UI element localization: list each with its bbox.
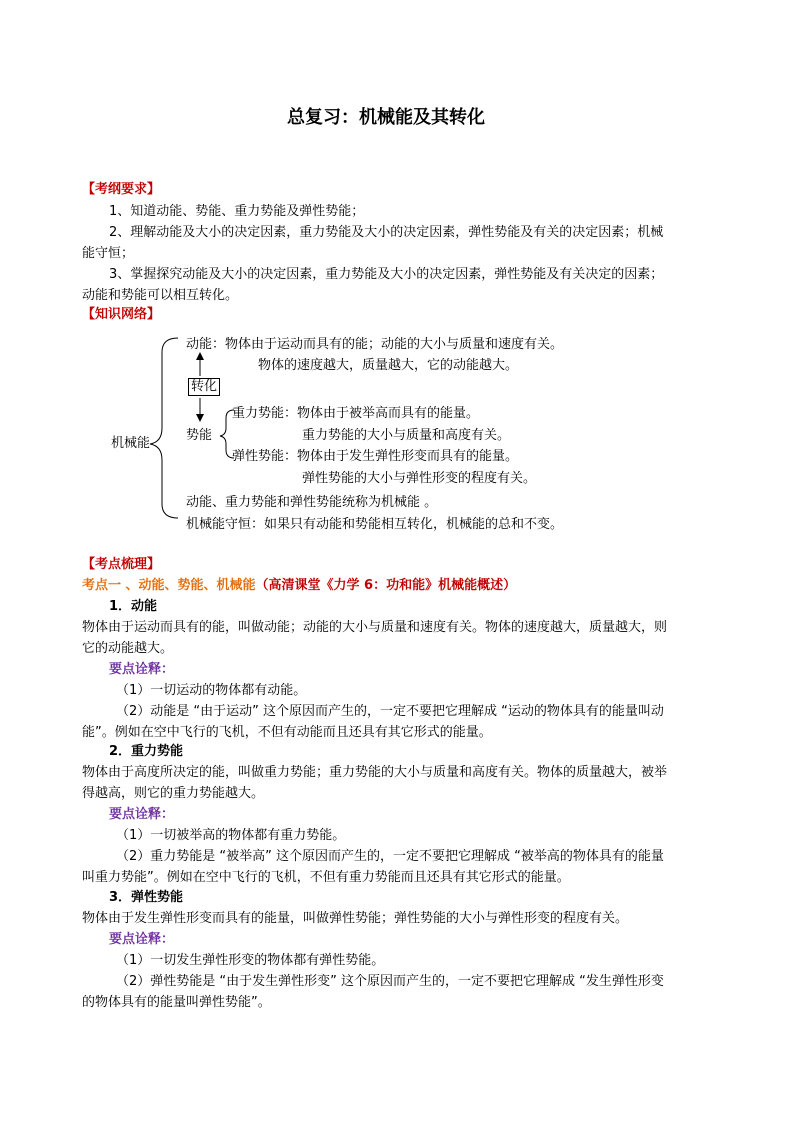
section-2-item-2-cont: 叫重力势能”。例如在空中飞行的飞机，不但有重力势能而且还具有其它形式的能量。 [82,870,570,885]
tanxing-note: 弹性势能的大小与弹性形变的程度有关。 [302,471,537,486]
kaodian-1-link: （高清课堂《力学 6：功和能》机械能概述） [255,578,517,593]
section-1-item-2-cont: 能”。例如在空中飞行的飞机，不但有动能而且还具有其它形式的能量。 [82,725,492,740]
section-2-item-1: （1）一切被举高的物体都有重力势能。 [116,828,346,843]
section-3-yaodian: 要点诠释： [109,932,175,947]
shineng-label: 势能 [186,428,213,443]
section-2-title: 2．重力势能 [109,744,184,759]
section-1-yaodian: 要点诠释： [109,662,175,677]
section-2-yaodian: 要点诠释： [109,807,175,822]
section-3-item-2-cont: 的物体具有的能量叫弹性势能”。 [82,995,271,1010]
kaodian-1-line [82,577,516,595]
dongneng-note: 物体的速度越大，质量越大，它的动能越大。 [258,358,519,373]
section-2-item-2: （2）重力势能是 “被举高” 这个原因而产生的，一定不要把它理解成 “被举高的物体具有的能量 [116,849,664,864]
shouheng-note: 机械能守恒：如果只有动能和势能相互转化，机械能的总和不变。 [186,517,564,532]
section-1-title: 1．动能 [109,599,158,614]
tongcheng-note: 动能、重力势能和弹性势能统称为机械能 。 [186,495,438,510]
section-3-title: 3．弹性势能 [109,890,184,905]
network-root: 机械能 [111,436,151,451]
kaogang-item-1: 1、知道动能、势能、重力势能及弹性势能； [109,204,365,219]
section-3-item-1: （1）一切发生弹性形变的物体都有弹性势能。 [116,953,385,968]
kaogang-item-2-cont: 能守恒； [82,246,135,261]
zhuanhua-box: 转化 [188,378,220,396]
kaogang-item-3: 3、掌握探究动能及大小的决定因素，重力势能及大小的决定因素，弹性势能及有关决定的因素； [109,267,664,282]
kaogang-item-2: 2、理解动能及大小的决定因素，重力势能及大小的决定因素，弹性势能及有关的决定因素；机械 [109,225,664,240]
down-arrow-icon [196,414,204,422]
kaodian-heading: 【考点梳理】 [82,557,161,572]
zhongli-note: 重力势能的大小与质量和高度有关。 [302,428,511,443]
section-3-para: 物体由于发生弹性形变而具有的能量，叫做弹性势能；弹性势能的大小与弹性形变的程度有关。 [82,911,629,926]
zhishi-heading: 【知识网络】 [82,307,161,322]
section-1-item-2: （2）动能是 “由于运动” 这个原因而产生的，一定不要把它理解成 “运动的物体具有的能量叫动 [116,704,664,719]
zhongli-def: 重力势能：物体由于被举高而具有的能量。 [232,406,480,421]
section-3-item-2: （2）弹性势能是 “由于发生弹性形变” 这个原因而产生的，一定不要把它理解成 “发生弹性形变 [116,974,664,989]
section-2-para: 物体由于高度所决定的能，叫做重力势能；重力势能的大小与质量和高度有关。物体的质量越大，被举 [82,765,668,780]
section-1-para-cont: 它的动能越大。 [82,641,174,656]
outer-brace [150,338,178,518]
section-1-para: 物体由于运动而具有的能，叫做动能；动能的大小与质量和速度有关。物体的速度越大，质量越大，则 [82,620,668,635]
section-2-para-cont: 得越高，则它的重力势能越大。 [82,786,265,801]
page-title: 总复习：机械能及其转化 [287,107,485,128]
kaodian-1-label: 考点一 、动能、势能、机械能 [82,578,256,593]
kaogang-item-3-cont: 动能和势能可以相互转化。 [82,288,239,303]
tanxing-def: 弹性势能：物体由于发生弹性形变而具有的能量。 [232,449,519,464]
section-1-item-1: （1）一切运动的物体都有动能。 [116,683,307,698]
kaogang-heading: 【考纲要求】 [82,182,161,197]
dongneng-def: 动能：物体由于运动而具有的能；动能的大小与质量和速度有关。 [186,337,564,352]
